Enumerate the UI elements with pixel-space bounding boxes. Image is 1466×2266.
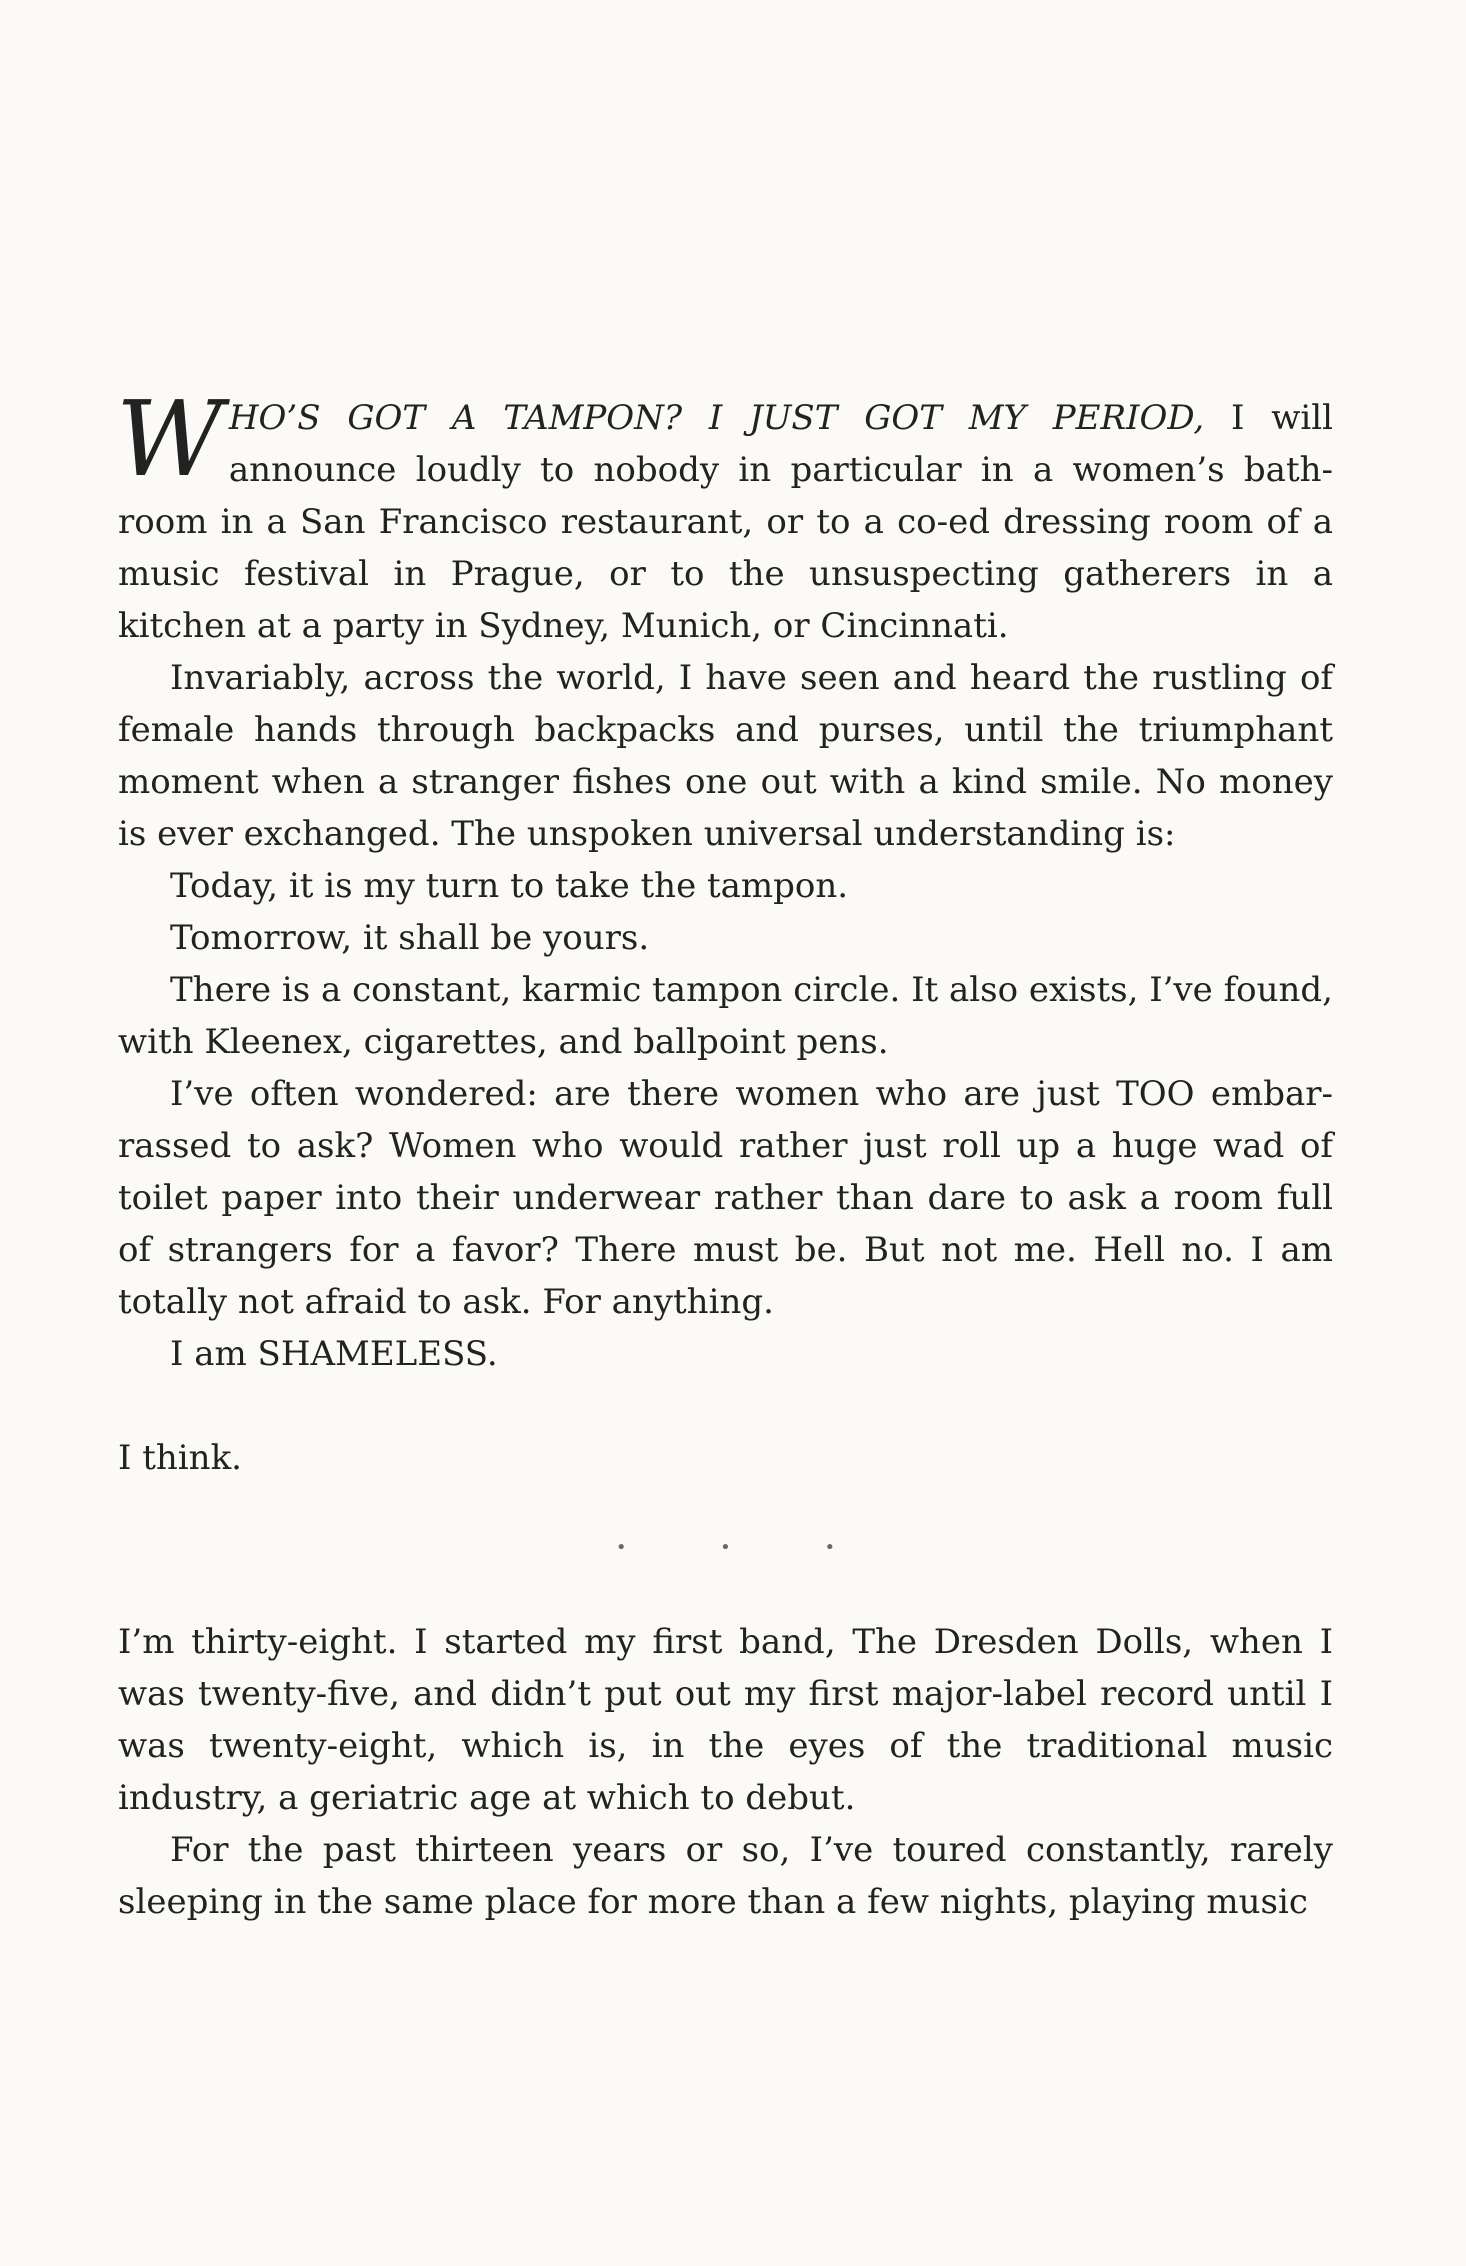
paragraph: For the past thirteen years or so, I’ve toured constantly, rarely sleeping in the same place for more than a few nights, playing music bbox=[118, 1830, 1333, 1922]
opening-text: I will announce loudly to nobody in particular in a women’s bath-room in a San Francisco restaurant, or to a co-ed dressing room of a music festival in Prague, or to the unsuspecting gatherers in a kitchen at a party in Sydney, Munich, or Cincinnati. bbox=[118, 398, 1333, 646]
paragraph: Invariably, across the world, I have seen and heard the rustling of female hands through backpacks and purses, until the triumphant moment when a stranger fishes one out with a kind smile. No money is ever exchanged. The unspoken universal understanding is: bbox=[118, 658, 1333, 854]
paragraph: Tomorrow, it shall be yours. bbox=[170, 918, 650, 958]
lead-in-italic: HO’S GOT A TAMPON? I JUST GOT MY PERIOD, bbox=[228, 398, 1205, 438]
section-break-ornament bbox=[118, 1522, 1333, 1574]
afterthought-paragraph: I think. bbox=[118, 1438, 242, 1478]
spacer bbox=[118, 1380, 1333, 1432]
book-page bbox=[116, 378, 1333, 1928]
paragraph: There is a constant, karmic tampon circle. It also exists, I’ve found, with Kleenex, cigarettes, and ballpoint pens. bbox=[118, 970, 1333, 1062]
paragraph: I’ve often wondered: are there women who are just TOO embar-rassed to ask? Women who would rather just roll up a huge wad of toilet paper into their underwear rather than dare to ask a room full of strangers for a favor? There must be. But not me. Hell no. I am totally not afraid to ask. For anything. bbox=[118, 1074, 1333, 1322]
paragraph: I am SHAMELESS. bbox=[170, 1334, 498, 1374]
opening-paragraph bbox=[116, 378, 1333, 652]
section-break-dots: • • • bbox=[615, 1537, 880, 1558]
paragraph: Today, it is my turn to take the tampon. bbox=[170, 866, 849, 906]
drop-cap: W bbox=[116, 378, 223, 500]
paragraph: I’m thirty-eight. I started my first band, The Dresden Dolls, when I was twenty-five, and didn’t put out my first major-label record until I was twenty-eight, which is, in the eyes of the traditional music industry, a geriatric age at which to debut. bbox=[118, 1622, 1333, 1818]
